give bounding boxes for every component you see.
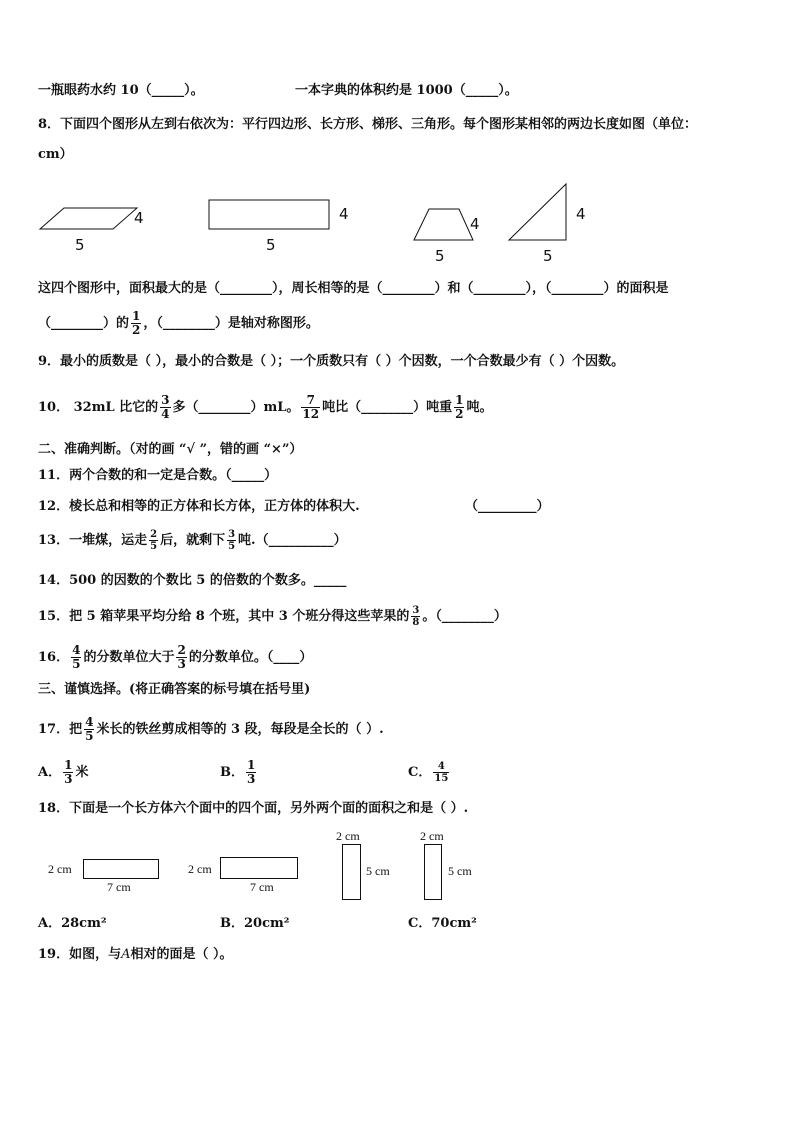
fraction-3-8: $\frac{3}{8}$ [412, 605, 420, 628]
q8-question-line1: 8．下面四个图形从左到右依次为：平行四边形、长方形、梯形、三角形。每个图形某相邻的两边长度如图（单位： [38, 117, 698, 132]
trapezoid-side-label: 4 [470, 215, 480, 233]
q16-question: 16． $\frac{4}{5}$ 的分数单位大于 $\frac{2}{3}$ 的分数单位。（____） [38, 643, 313, 671]
parallelogram-base-label: 5 [75, 236, 85, 254]
q7-right-text: 一本字典的体积约是 1000（_____）。 [295, 83, 518, 98]
q11-question: 11．两个合数的和一定是合数。（_____） [38, 468, 278, 483]
q8-question-line2: cm） [38, 147, 73, 162]
trapezoid-base-label: 5 [435, 247, 445, 265]
face-4-width: 2 cm [420, 829, 444, 843]
rectangle-shape [209, 200, 329, 229]
fraction-2-5: $\frac{2}{5}$ [150, 529, 158, 552]
q15-question: 15．把 5 箱苹果平均分给 8 个班，其中 3 个班分得这些苹果的 $\frac{3}{8}$ 。（________） [38, 605, 507, 628]
q8-ask-line1: 这四个图形中，面积最大的是（________），周长相等的是（________）和（________），（________）的面积是 [38, 281, 669, 296]
face-1-height: 2 cm [48, 862, 72, 876]
q10-question: 10． 32mL 比它的 $\frac{3}{4}$ 多（________）mL。 $\frac{7}{12}$ 吨比（________）吨重 $\frac{1}{2}$ 吨。 [38, 393, 493, 421]
face-rect-1 [83, 859, 159, 879]
face-rect-3 [342, 844, 361, 900]
face-2-width: 7 cm [250, 880, 274, 894]
q17-question: 17．把 $\frac{4}{5}$ 米长的铁丝剪成相等的 3 段，每段是全长的（ ）. [38, 715, 384, 743]
fraction-4-5: $\frac{4}{5}$ [72, 643, 81, 671]
fraction-3-5: $\frac{3}{5}$ [228, 529, 236, 552]
q19-question: 19．如图，与A相对的面是（ ）。 [38, 947, 233, 962]
q18-question: 18．下面是一个长方体六个面中的四个面，另外两个面的面积之和是（ ）. [38, 801, 469, 816]
face-rect-2 [220, 857, 298, 879]
q17-option-a[interactable]: A． $\frac{1}{3}$ 米 [38, 758, 89, 786]
face-letter-a: A [121, 947, 131, 962]
parallelogram-side-label: 4 [134, 209, 144, 227]
face-1-width: 7 cm [107, 880, 131, 894]
q12-answer-blank: （_________） [465, 499, 550, 514]
triangle-shape [509, 184, 566, 240]
face-4-height: 5 cm [448, 864, 472, 878]
q9-question: 9．最小的质数是（ ），最小的合数是（ ）；一个质数只有（ ）个因数，一个合数最少有（ ）个因数。 [38, 354, 625, 369]
fraction-2-3: $\frac{2}{3}$ [177, 643, 186, 671]
q17-option-c[interactable]: C． $\frac{4}{15}$ [408, 761, 449, 784]
face-3-height: 5 cm [366, 864, 390, 878]
q8-shapes-figure [30, 178, 590, 268]
section-2-heading: 二、准确判断。（对的画 “√ ”，错的画 “×”） [38, 442, 303, 457]
rectangle-side-label: 4 [339, 205, 349, 223]
section-3-heading: 三、谨慎选择。(将正确答案的标号填在括号里) [38, 682, 311, 697]
q8-ask-line2: （________）的 $\frac{1}{2}$ ，（________）是轴对称图形。 [38, 309, 319, 337]
fraction-7-12: $\frac{7}{12}$ [302, 393, 320, 421]
q7-left-text: 一瓶眼药水约 10（_____）。 [38, 83, 204, 98]
fraction-one-half: $\frac{1}{2}$ [132, 309, 141, 337]
fraction-4-5-meter: $\frac{4}{5}$ [85, 715, 94, 743]
fraction-1-2: $\frac{1}{2}$ [455, 393, 464, 421]
q17-option-b[interactable]: B． $\frac{1}{3}$ [220, 758, 256, 786]
fraction-3-4: $\frac{3}{4}$ [161, 393, 170, 421]
rectangle-base-label: 5 [266, 236, 276, 254]
face-2-height: 2 cm [188, 862, 212, 876]
parallelogram-shape [40, 208, 137, 229]
q18-option-b[interactable]: B．20cm² [220, 916, 290, 931]
triangle-base-label: 5 [543, 247, 553, 265]
q12-question: 12．棱长总和相等的正方体和长方体，正方体的体积大. [38, 499, 360, 514]
face-rect-4 [424, 844, 442, 900]
triangle-side-label: 4 [576, 205, 586, 223]
face-3-width: 2 cm [336, 829, 360, 843]
q18-option-c[interactable]: C．70cm² [408, 916, 477, 931]
trapezoid-shape [414, 209, 473, 240]
q13-question: 13．一堆煤，运走 $\frac{2}{5}$ 后，就剩下 $\frac{3}{5}$ 吨.（__________） [38, 529, 347, 552]
q14-question: 14．500 的因数的个数比 5 的倍数的个数多。_____ [38, 573, 347, 588]
q18-option-a[interactable]: A．28cm² [38, 916, 107, 931]
